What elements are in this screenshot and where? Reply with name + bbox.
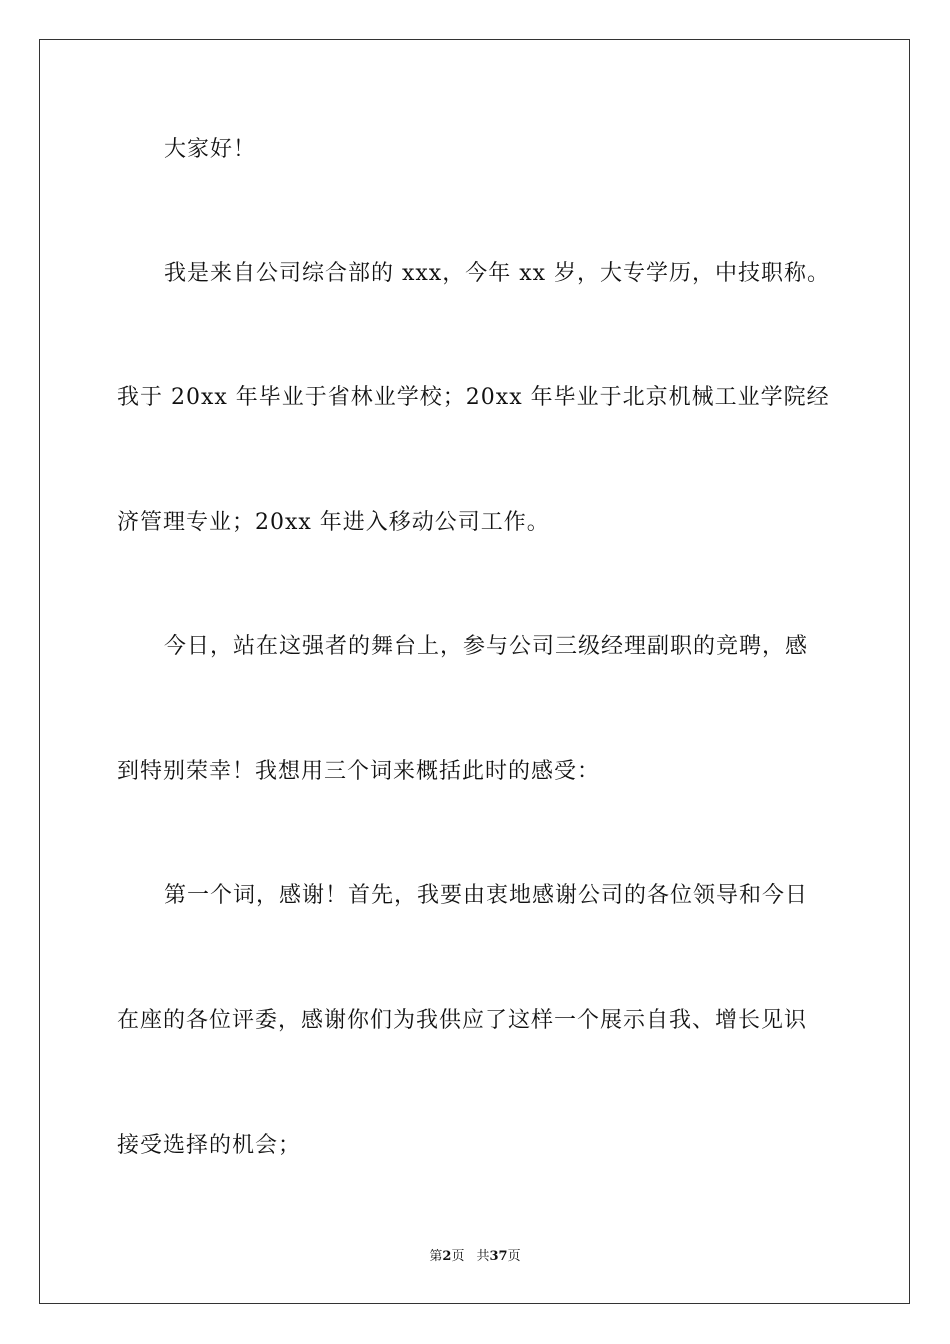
page-number: 2 bbox=[442, 1249, 452, 1264]
total-suffix: 页 bbox=[507, 1249, 521, 1264]
paragraph-line: 我于 20xx 年毕业于省林业学校；20xx 年毕业于北京机械工业学院经 bbox=[117, 385, 830, 410]
paragraph-line: 到特别荣幸！我想用三个词来概括此时的感受： bbox=[117, 759, 601, 784]
greeting-line: 大家好！ bbox=[164, 137, 257, 162]
total-prefix: 共 bbox=[476, 1249, 490, 1264]
paragraph-line: 接受选择的机会； bbox=[117, 1133, 302, 1158]
paragraph-line: 济管理专业；20xx 年进入移动公司工作。 bbox=[117, 510, 550, 535]
page-suffix: 页 bbox=[451, 1249, 465, 1264]
page-prefix: 第 bbox=[429, 1249, 443, 1264]
paragraph-line: 在座的各位评委，感谢你们为我供应了这样一个展示自我、增长见识 bbox=[117, 1008, 808, 1033]
paragraph-line: 第一个词，感谢！首先，我要由衷地感谢公司的各位领导和今日 bbox=[164, 883, 809, 908]
paragraph-line: 今日，站在这强者的舞台上，参与公司三级经理副职的竞聘，感 bbox=[164, 634, 809, 659]
page-border bbox=[39, 39, 910, 1304]
paragraph-line: 我是来自公司综合部的 xxx，今年 xx 岁，大专学历，中技职称。 bbox=[164, 261, 831, 286]
total-pages: 37 bbox=[489, 1249, 508, 1264]
page-footer bbox=[0, 1248, 950, 1266]
